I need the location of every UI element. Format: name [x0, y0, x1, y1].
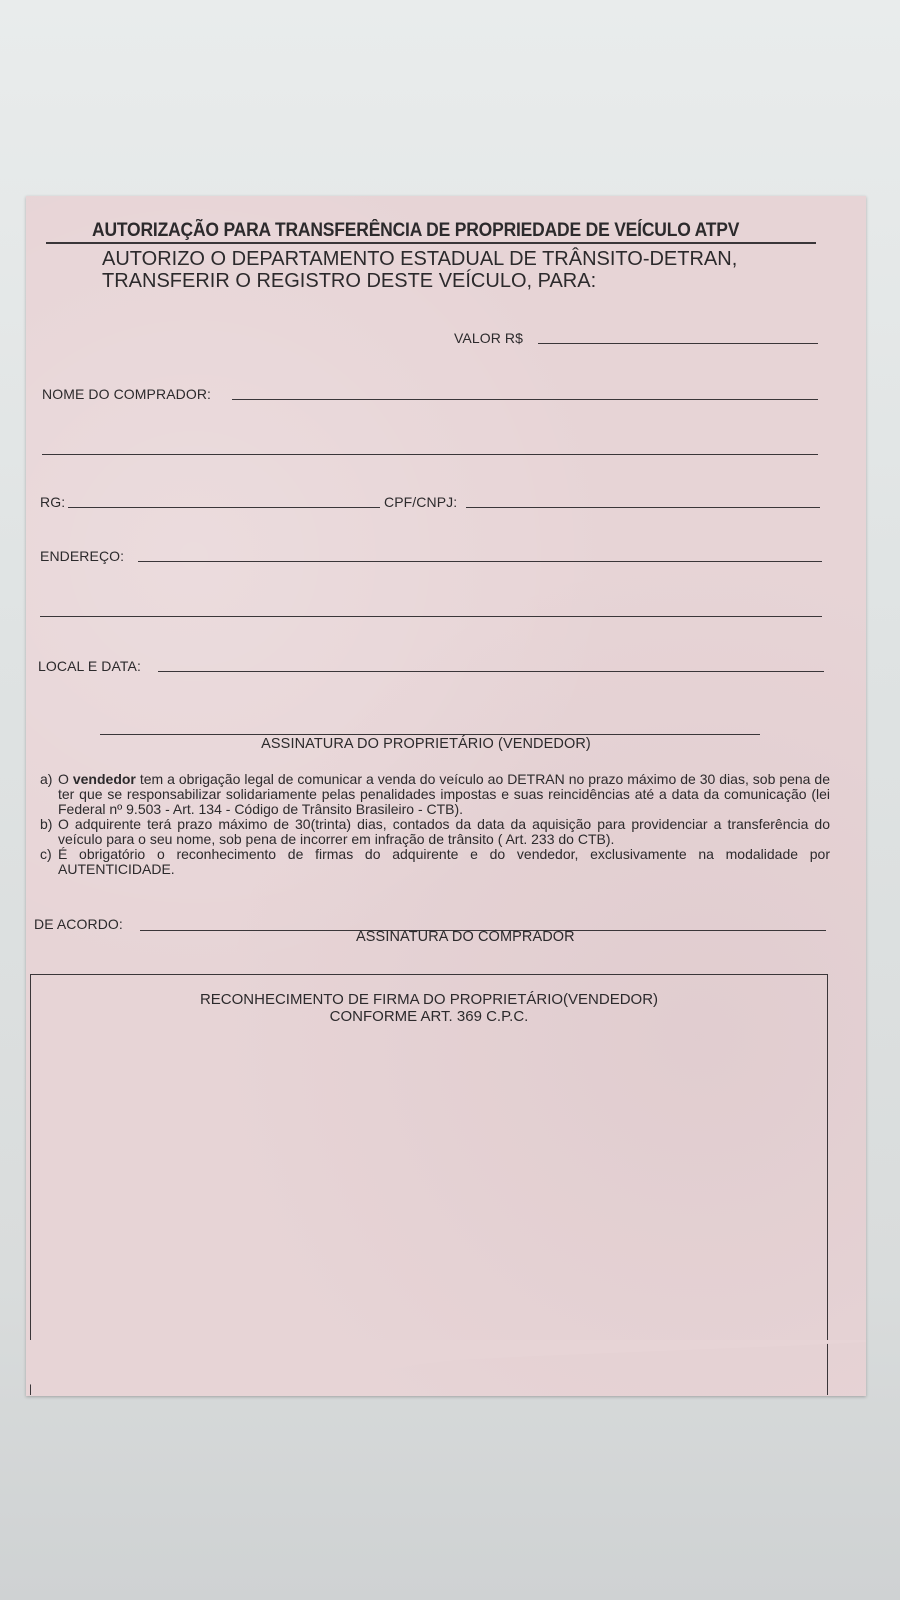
buyer-name-field-line-2[interactable]: [42, 454, 818, 455]
notary-box-line-1: RECONHECIMENTO DE FIRMA DO PROPRIETÁRIO(VENDEDOR): [199, 991, 659, 1008]
form-subtitle: [102, 248, 737, 292]
note-b: [40, 817, 830, 847]
rg-label: RG:: [40, 494, 66, 510]
cpf-cnpj-field[interactable]: [466, 507, 820, 508]
valor-field[interactable]: [538, 343, 818, 344]
buyer-name-field[interactable]: [232, 399, 818, 400]
note-a-letter: a): [40, 771, 53, 787]
cpf-cnpj-label: CPF/CNPJ:: [384, 494, 458, 510]
rg-field[interactable]: [68, 507, 380, 508]
note-c: [40, 847, 830, 877]
notary-box-title: [31, 991, 827, 1025]
address-field[interactable]: [138, 561, 822, 562]
address-label: ENDEREÇO:: [40, 548, 125, 564]
place-date-label: LOCAL E DATA:: [38, 658, 141, 674]
torn-paper-edge: [26, 1340, 866, 1410]
buyer-name-label: NOME DO COMPRADOR:: [42, 386, 212, 402]
notary-box-line-2: CONFORME ART. 369 C.P.C.: [329, 1008, 529, 1025]
valor-label: VALOR R$: [454, 330, 524, 346]
note-a-body: tem a obrigação legal de comunicar a venda do veículo ao DETRAN no prazo máximo de 30 dias, sob pena de ter que se responsabilizar solidariamente pelas penalidades impostas e suas reincidências até a data da comunicação (lei Federal nº 9.503 - Art. 134 - Código de Trânsito Brasileiro - CTB).: [58, 771, 831, 817]
subtitle-line-2: TRANSFERIR O REGISTRO DESTE VEÍCULO, PARA:: [102, 270, 597, 292]
note-a-emphasis: vendedor: [72, 771, 136, 787]
title-underline: [46, 242, 816, 244]
note-c-letter: c): [40, 846, 52, 862]
agreement-label: DE ACORDO:: [34, 916, 123, 932]
seller-signature-field[interactable]: [100, 734, 760, 735]
atpv-form-paper: [26, 196, 866, 1396]
notary-recognition-box: [30, 974, 828, 1395]
legal-notes: [40, 772, 830, 877]
address-field-line-2[interactable]: [40, 616, 822, 617]
form-title: AUTORIZAÇÃO PARA TRANSFERÊNCIA DE PROPRIEDADE DE VEÍCULO ATPV: [92, 220, 740, 241]
note-b-letter: b): [40, 816, 53, 832]
note-a: [40, 772, 830, 817]
seller-signature-label: ASSINATURA DO PROPRIETÁRIO (VENDEDOR): [261, 736, 591, 752]
note-b-text: O adquirente terá prazo máximo de 30(trinta) dias, contados da data da aquisição para providenciar a transferência do veículo para o seu nome, sob pena de incorrer em infração de trânsito ( Art. 233 do CTB).: [58, 816, 830, 847]
place-date-field[interactable]: [158, 671, 824, 672]
subtitle-line-1: AUTORIZO O DEPARTAMENTO ESTADUAL DE TRÂNSITO-DETRAN,: [102, 248, 738, 270]
buyer-signature-label: ASSINATURA DO COMPRADOR: [356, 929, 575, 945]
note-c-text: É obrigatório o reconhecimento de firmas do adquirente e do vendedor, exclusivamente na modalidade por AUTENTICIDADE.: [58, 846, 830, 877]
note-a-text: [58, 772, 830, 817]
note-a-prefix: O: [58, 771, 73, 787]
